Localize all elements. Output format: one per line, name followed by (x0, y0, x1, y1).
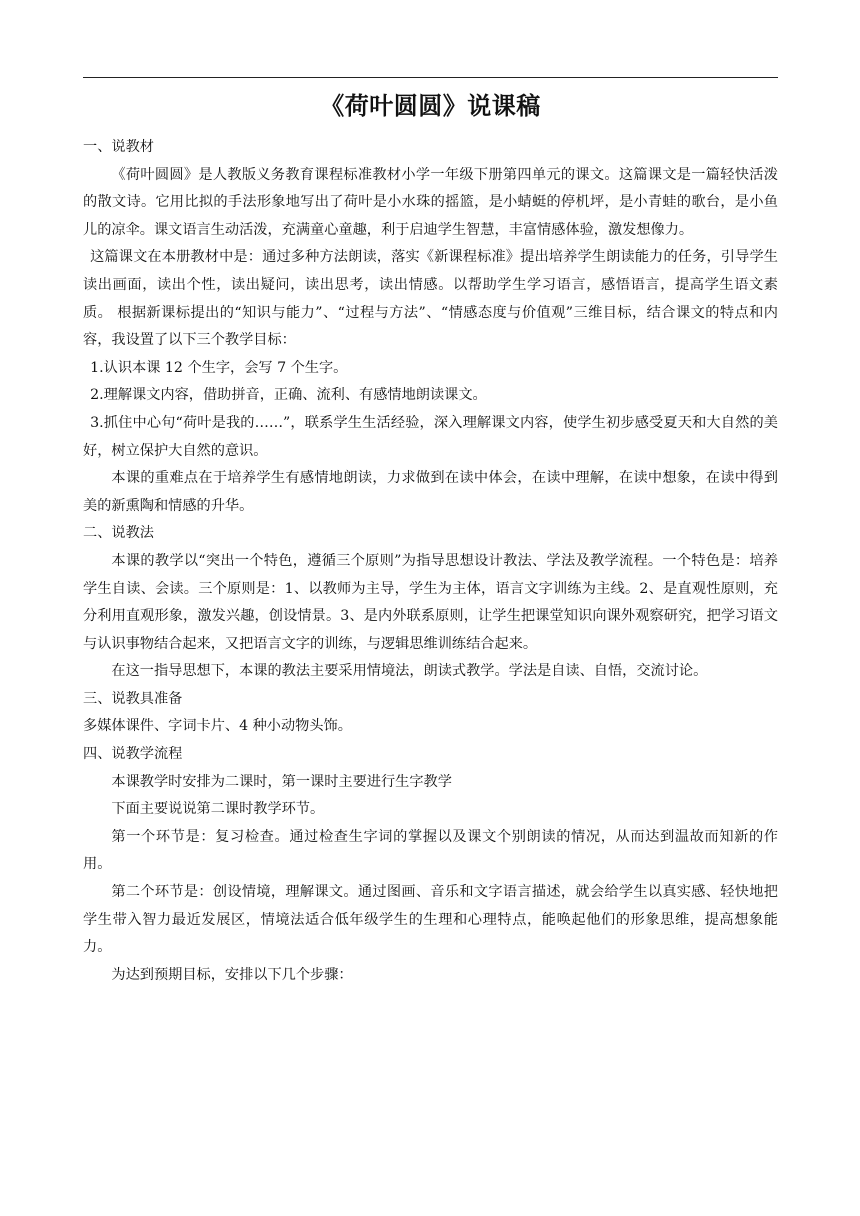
objective-item: 2.理解课文内容，借助拼音，正确、流利、有感情地朗读课文。 (90, 387, 487, 404)
document-title: 《荷叶圆圆》说课稿 (320, 92, 541, 120)
section-heading: 三、说教具准备 (83, 690, 183, 707)
paragraph: 本课的教学以“突出一个特色，遵循三个原则”为指导思想设计教法、学法及教学流程。一个特色是：培养学生自读、会读。三个原则是：1、以教师为主导，学生为主体，语言文字训练为主线。2、是直观性原则，充分利用直观形象，激发兴趣，创设情景。3、是内外联系原则，让学生把课堂知识向课外观察研究，把学习语文与认识事物结合起来，又把语言文字的训练，与逻辑思维训练结合起来。 (83, 552, 778, 652)
paragraph: 本课教学时安排为二课时，第一课时主要进行生字教学 (111, 773, 452, 790)
paragraph: 《荷叶圆圆》是人教版义务教育课程标准教材小学一年级下册第四单元的课文。这篇课文是一篇轻快活泼的散文诗。它用比拟的手法形象地写出了荷叶是小水珠的摇篮，是小蜻蜓的停机坪，是小青蛙的歌台，是小鱼儿的凉伞。课文语言生动活泼，充满童心童趣，利于启迪学生智慧，丰富情感体验，激发想像力。 (83, 166, 778, 238)
section-heading: 二、说教法 (83, 525, 154, 542)
header-rule (83, 77, 778, 78)
paragraph: 在这一指导思想下，本课的教法主要采用情境法，朗读式教学。学法是自读、自悟，交流讨论。 (111, 663, 708, 680)
paragraph: 第一个环节是：复习检查。通过检查生字词的掌握以及课文个别朗读的情况，从而达到温故而知新的作用。 (83, 828, 778, 873)
paragraph: 第二个环节是：创设情境，理解课文。通过图画、音乐和文字语言描述，就会给学生以真实感、轻快地把学生带入智力最近发展区，情境法适合低年级学生的生理和心理特点，能唤起他们的形象思维，提高想象能力。 (83, 884, 778, 956)
section-heading: 四、说教学流程 (83, 746, 183, 763)
paragraph: 多媒体课件、字词卡片、4 种小动物头饰。 (83, 718, 352, 735)
paragraph: 这篇课文在本册教材中是：通过多种方法朗读，落实《新课程标准》提出培养学生朗读能力的任务，引导学生读出画面，读出个性，读出疑问，读出思考，读出情感。以帮助学生学习语言，感悟语言，提高学生语文素质。 根据新课标提出的“知识与能力”、“过程与方法”、“情感态度与价值观”三维目标，结合课文的特点和内容，我设置了以下三个教学目标： (83, 249, 778, 349)
document-body (83, 134, 778, 989)
objective-item: 1.认识本课 12 个生字，会写 7 个生字。 (90, 359, 348, 376)
section-heading: 一、说教材 (83, 139, 154, 155)
objective-item: 3.抓住中心句“荷叶是我的……”，联系学生生活经验，深入理解课文内容，使学生初步感受夏天和大自然的美好，树立保护大自然的意识。 (83, 414, 778, 459)
paragraph: 本课的重难点在于培养学生有感情地朗读，力求做到在读中体会，在读中理解，在读中想象，在读中得到美的新熏陶和情感的升华。 (83, 470, 778, 514)
paragraph: 下面主要说说第二课时教学环节。 (111, 801, 325, 818)
paragraph: 为达到预期目标，安排以下几个步骤： (111, 966, 353, 983)
